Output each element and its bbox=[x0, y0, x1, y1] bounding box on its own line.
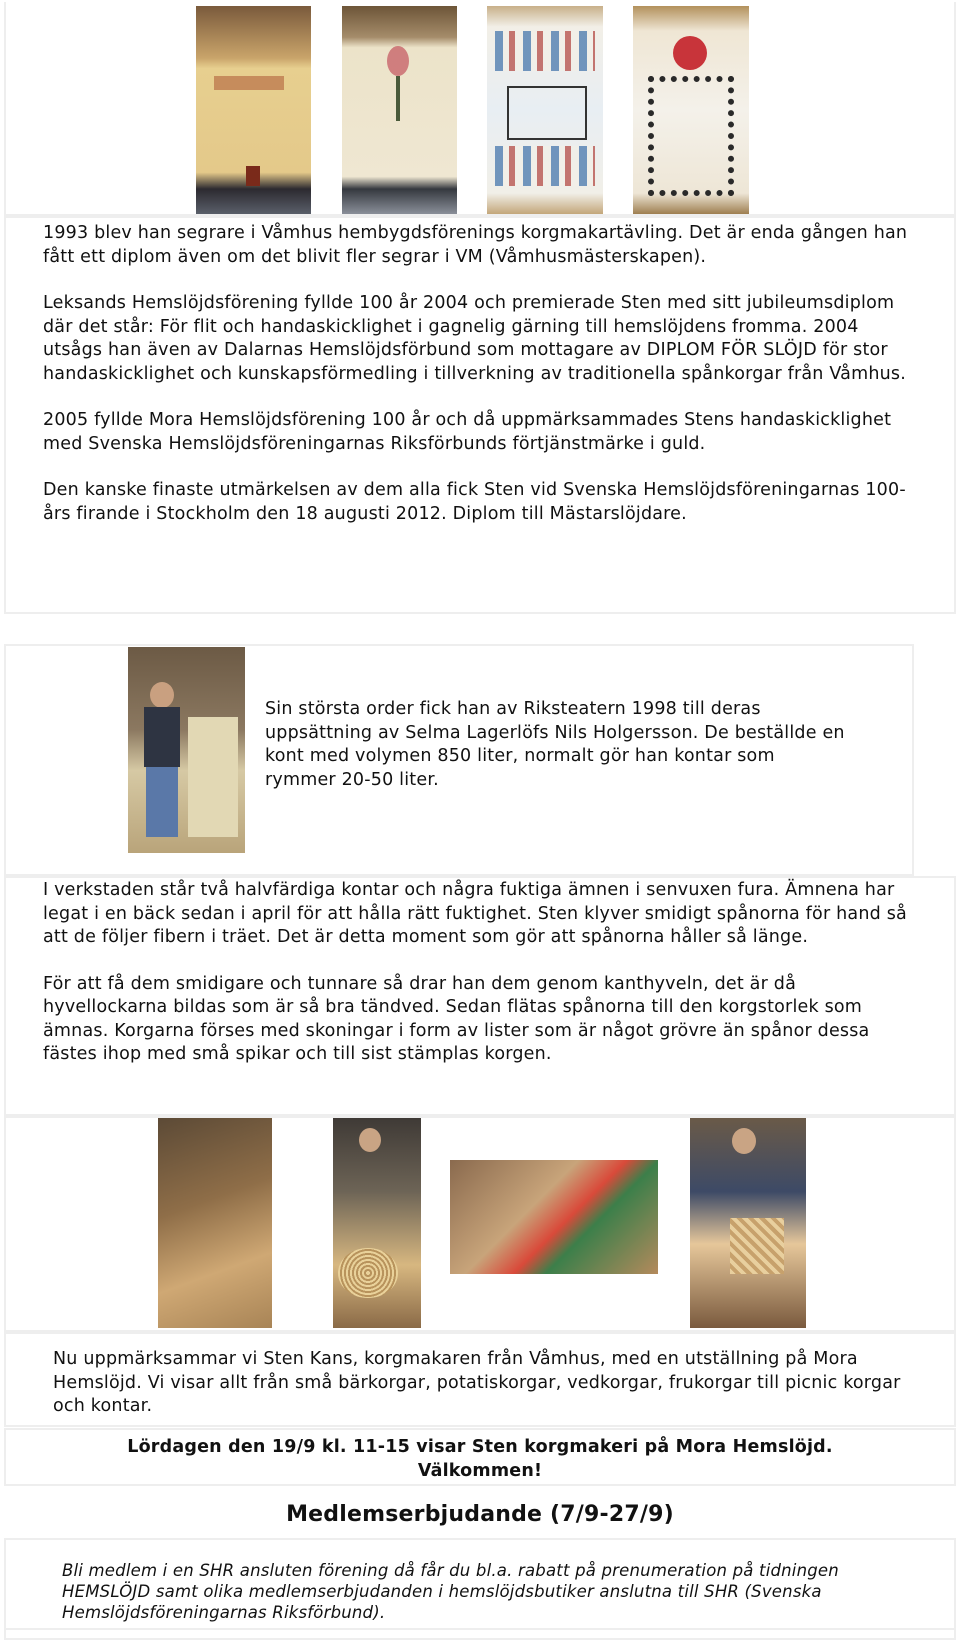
sten-weaving-basket-photo bbox=[690, 1118, 806, 1328]
diploma-photo bbox=[487, 6, 603, 214]
paragraph: Den kanske finaste utmärkelsen av dem alla fick Sten vid Svenska Hemslöjdsföreningarnas 100-års firande i Stockholm den 18 augusti 2012. Diplom till Mästarslöjdare. bbox=[43, 480, 906, 524]
sten-with-large-basket-photo bbox=[128, 647, 245, 853]
diploma-text bbox=[43, 222, 913, 549]
tools-photo bbox=[450, 1160, 658, 1274]
diploma-photo bbox=[196, 6, 311, 214]
order-text: Sin största order fick han av Riksteatern 1998 till deras uppsättning av Selma Lagerlöfs Nils Holgersson. De beställde en kont med volymen 850 liter, normalt gör han kontar som rymmer 20-50 liter. bbox=[265, 699, 845, 790]
footer-row bbox=[4, 1628, 956, 1640]
diploma-photo-row bbox=[4, 2, 956, 216]
exhibition-text: Nu uppmärksammar vi Sten Kans, korgmakaren från Våmhus, med en utställning på Mora Hemslöjd. Vi visar allt från små bärkorgar, potatiskorgar, vedkorgar, frukorgar till picnic korgar och kontar. bbox=[53, 1349, 901, 1416]
sten-splitting-wood-photo bbox=[333, 1118, 421, 1328]
event-announcement bbox=[4, 1436, 956, 1483]
paragraph: För att få dem smidigare och tunnare så drar han dem genom kanthyveln, det är då hyvellockarna bildas som är så bra tändved. Sedan flätas spånorna till den korgstorlek som ämnas. Korgarna förses med skoningar i form av lister som är något grövre än spånor dessa fästes ihop med små spikar och till sist stämplas korgen. bbox=[43, 973, 870, 1064]
paragraph: Leksands Hemslöjdsförening fyllde 100 år 2004 och premierade Sten med sitt jubileumsdiplom där det står: För flit och handaskicklighet i gagnelig gärning till hemslöjdens fromma. 2004 utsågs han även av Dalarnas Hemslöjdsförbund som mottagare av DIPLOM FÖR SLÖJD för stor handaskicklighet och kunskapsförmedling i tillverkning av traditionella spånkorgar från Våmhus. bbox=[43, 293, 906, 384]
offer-heading: Medlemserbjudande (7/9-27/9) bbox=[286, 1502, 674, 1527]
paragraph: 1993 blev han segrare i Våmhus hembygdsförenings korgmakartävling. Det är enda gången han fått ett diplom även om det blivit fler segrar i VM (Våmhusmästerskapen). bbox=[43, 223, 908, 267]
workshop-text bbox=[43, 879, 923, 1090]
paragraph: I verkstaden står två halvfärdiga kontar och några fuktiga ämnen i senvuxen fura. Ämnena har legat i en bäck sedan i april för att hålla rätt fuktighet. Sten klyver smidigt spånorna för hand så att de följer fibern i träet. Det är detta moment som gör att spånorna håller så länge. bbox=[43, 880, 907, 947]
wood-blanks-photo bbox=[158, 1118, 272, 1328]
welcome-text: Välkommen! bbox=[417, 1460, 543, 1481]
paragraph: 2005 fyllde Mora Hemslöjdsförening 100 år och då uppmärksammades Stens handaskicklighet med Svenska Hemslöjdsföreningarnas Riksförbunds förtjänstmärke i guld. bbox=[43, 410, 892, 454]
diploma-photo bbox=[633, 6, 749, 214]
offer-text: Bli medlem i en SHR ansluten förening då får du bl.a. rabatt på prenumeration på tidningen HEMSLÖJD samt olika medlemserbjudanden i hemslöjdsbutiker anslutna till SHR (Svenska Hemslöjdsföreningarnas Riksförbund). bbox=[62, 1561, 839, 1622]
diploma-photo bbox=[342, 6, 457, 214]
event-text: Lördagen den 19/9 kl. 11-15 visar Sten korgmakeri på Mora Hemslöjd. bbox=[127, 1437, 833, 1457]
